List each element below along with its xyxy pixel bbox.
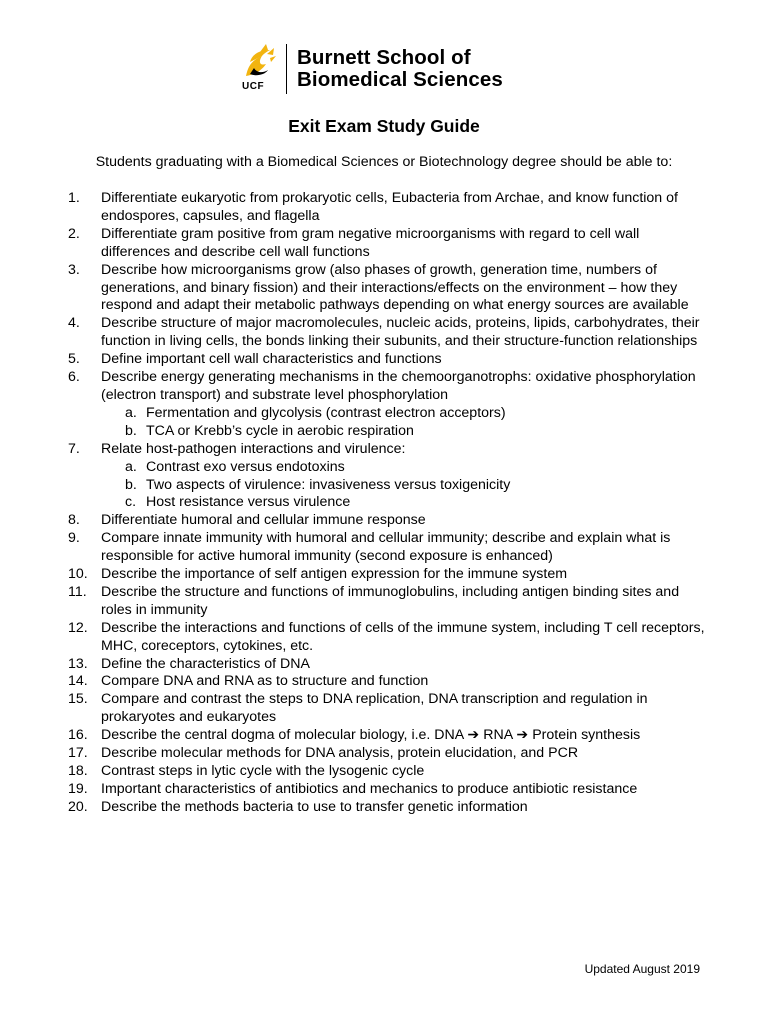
list-item-text: Describe the importance of self antigen expression for the immune system <box>101 566 568 583</box>
list-item-number: 16. <box>68 727 88 744</box>
list-item-number: 9. <box>68 530 80 547</box>
list-item-number: 13. <box>68 655 88 672</box>
list-item <box>68 226 708 262</box>
list-item-text: Describe the structure and functions of immunoglobulins, including antigen binding sites and roles in immunity <box>101 583 680 618</box>
list-item <box>68 584 708 620</box>
school-logo <box>240 44 503 94</box>
sub-list-item-text: Host resistance versus virulence <box>146 494 351 511</box>
list-item-text: Differentiate gram positive from gram negative microorganisms with regard to cell wall differences and describe cell wall functions <box>101 225 640 260</box>
list-item-number: 6. <box>68 369 80 386</box>
list-item-number: 17. <box>68 745 88 762</box>
list-item <box>68 441 708 513</box>
school-name-line-1: Burnett School of <box>297 46 471 69</box>
list-item-text: Important characteristics of antibiotics and mechanics to produce antibiotic resistance <box>101 780 638 797</box>
sub-list <box>101 459 708 513</box>
list-item-number: 11. <box>68 583 87 600</box>
list-item-number: 10. <box>68 566 88 583</box>
list-item-number: 7. <box>68 440 80 457</box>
intro-text: Students graduating with a Biomedical Sciences or Biotechnology degree should be able to: <box>95 154 673 170</box>
list-item <box>68 656 708 674</box>
list-item-number: 12. <box>68 619 88 636</box>
list-item <box>68 369 708 441</box>
list-item-text: Contrast steps in lytic cycle with the lysogenic cycle <box>101 763 425 779</box>
list-item-text: Describe energy generating mechanisms in the chemoorganotrophs: oxidative phosphorylation (electron transport) and substrate level phosphorylation <box>101 369 696 403</box>
list-item-text: Compare innate immunity with humoral and cellular immunity; describe and explain what is responsible for active humoral immunity (second exposure is enhanced) <box>101 530 671 565</box>
school-name-line-2: Biomedical Sciences <box>297 68 503 91</box>
list-item <box>68 620 708 656</box>
pegasus-icon <box>240 44 280 80</box>
list-item-text: Differentiate eukaryotic from prokaryotic cells, Eubacteria from Archae, and know function of endospores, capsules, and flagella <box>101 190 678 224</box>
list-item <box>68 763 708 781</box>
sub-list-item <box>101 423 708 441</box>
list-item-number: 5. <box>68 351 80 368</box>
list-item-text: Describe how microorganisms grow (also phases of growth, generation time, numbers of generations, and binary fission) and their interactions/effects on the environment – how they respond and adapt their metabolic pathways depending on what energy sources are available <box>101 261 689 314</box>
list-item-text: Define the characteristics of DNA <box>101 655 310 672</box>
list-item-text: Describe the methods bacteria to use to transfer genetic information <box>101 798 528 815</box>
list-item-number: 2. <box>68 225 80 242</box>
list-item-text: Describe the central dogma of molecular biology, i.e. DNA ➔ RNA ➔ Protein synthesis <box>101 727 641 744</box>
list-item <box>68 799 708 817</box>
list-item <box>68 190 708 226</box>
list-item <box>68 781 708 799</box>
sub-list-item-letter: a. <box>125 458 137 475</box>
school-name <box>297 47 503 91</box>
list-item-text: Define important cell wall characteristics and functions <box>101 351 442 368</box>
list-item <box>68 727 708 745</box>
list-item-text: Differentiate humoral and cellular immune response <box>101 512 426 529</box>
sub-list-item <box>101 405 708 423</box>
sub-list-item-letter: b. <box>125 476 137 493</box>
list-item-number: 4. <box>68 315 80 332</box>
updated-date: Updated August 2019 <box>584 962 700 976</box>
list-item <box>68 566 708 584</box>
list-item <box>68 315 708 351</box>
sub-list-item-text: TCA or Krebb’s cycle in aerobic respiration <box>146 422 414 439</box>
list-item-text: Compare DNA and RNA as to structure and function <box>101 673 429 690</box>
sub-list-item-text: Two aspects of virulence: invasiveness versus toxigenicity <box>146 476 511 493</box>
list-item-number: 14. <box>68 673 88 690</box>
list-item-number: 8. <box>68 512 80 529</box>
page-title: Exit Exam Study Guide <box>288 116 480 136</box>
objectives-list <box>68 190 708 817</box>
sub-list-item-letter: b. <box>125 422 137 439</box>
list-item-text: Compare and contrast the steps to DNA replication, DNA transcription and regulation in prokaryotes and eukaryotes <box>101 691 648 726</box>
logo-divider <box>286 44 287 94</box>
list-item-number: 19. <box>68 780 88 797</box>
list-item-number: 18. <box>68 763 88 779</box>
sub-list-item <box>101 477 708 495</box>
list-item-number: 3. <box>68 261 80 278</box>
list-item <box>68 745 708 763</box>
list-item <box>68 351 708 369</box>
list-item <box>68 691 708 727</box>
list-item <box>68 530 708 566</box>
list-item-text: Describe molecular methods for DNA analysis, protein elucidation, and PCR <box>101 745 579 762</box>
sub-list-item <box>101 459 708 477</box>
list-item-text: Describe structure of major macromolecules, nucleic acids, proteins, lipids, carbohydrates, their function in living cells, the bonds linking their subunits, and their structure-function relationships <box>101 315 700 350</box>
sub-list <box>101 405 708 441</box>
sub-list-item-letter: c. <box>125 494 137 511</box>
list-item <box>68 673 708 691</box>
list-item-number: 1. <box>68 190 80 206</box>
sub-list-item-text: Fermentation and glycolysis (contrast electron acceptors) <box>146 404 506 421</box>
list-item <box>68 512 708 530</box>
list-item <box>68 262 708 316</box>
ucf-label: UCF <box>242 81 265 92</box>
sub-list-item-letter: a. <box>125 404 137 421</box>
list-item-number: 20. <box>68 798 88 815</box>
sub-list-item <box>101 494 708 512</box>
list-item-text: Describe the interactions and functions of cells of the immune system, including T cell receptors, MHC, coreceptors, cytokines, etc. <box>101 619 705 654</box>
ucf-pegasus-logo <box>240 44 280 94</box>
list-item-text: Relate host-pathogen interactions and virulence: <box>101 440 406 457</box>
sub-list-item-text: Contrast exo versus endotoxins <box>146 458 345 475</box>
list-item-number: 15. <box>68 691 88 708</box>
